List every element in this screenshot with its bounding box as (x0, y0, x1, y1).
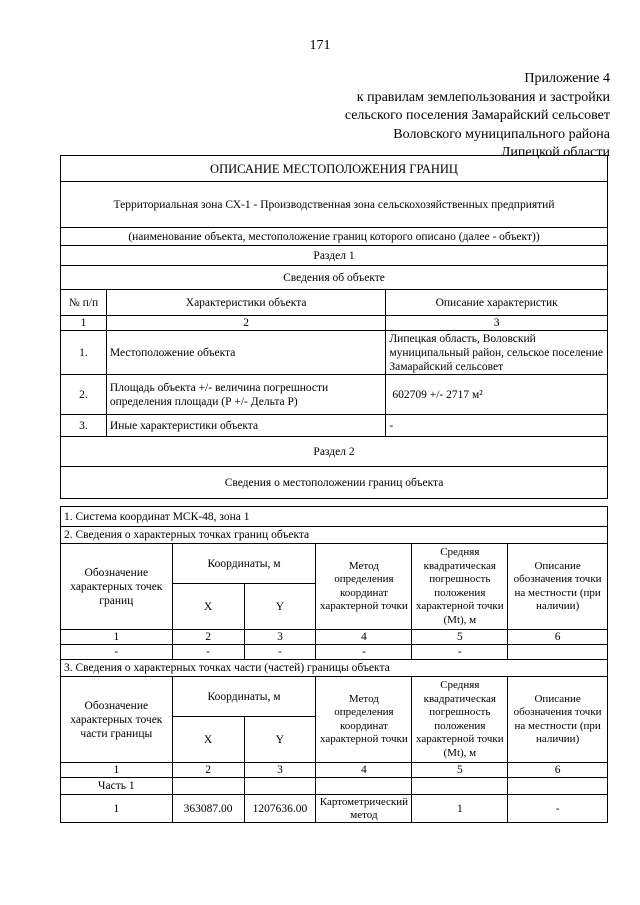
col-number: 5 (412, 630, 508, 645)
header-y: Y (244, 717, 316, 763)
header-x: X (172, 584, 244, 630)
row-characteristic: Площадь объекта +/- величина погрешности определения площади (Р +/- Дельта Р) (106, 375, 385, 415)
header-method: Метод определения координат характерной точки (316, 544, 412, 630)
row-description: Липецкая область, Воловский муниципальный район, сельское поселение Замарайский сельсовет (386, 331, 608, 375)
header-coordinates: Координаты, м (172, 544, 316, 584)
header-designation: Обозначение характерных точек границ (61, 544, 173, 630)
table-row (61, 375, 608, 415)
col-number: 5 (412, 763, 508, 778)
header-y: Y (244, 584, 316, 630)
appendix-line: Липецкой области (500, 145, 610, 160)
zone-name: Территориальная зона СХ-1 - Производственная зона сельскохозяйственных предприятий (61, 182, 608, 228)
cell (508, 645, 608, 660)
header-error: Средняя квадратическая погрешность положения характерной точки (Mt), м (412, 544, 508, 630)
row-num: 2. (61, 375, 107, 415)
cell (244, 778, 316, 795)
appendix-line: сельского поселения Замарайский сельсовет (344, 108, 610, 123)
col-number: 1 (61, 763, 173, 778)
col-number: 2 (172, 630, 244, 645)
table-row (61, 415, 608, 437)
row-characteristic: Иные характеристики объекта (106, 415, 385, 437)
row-description: 602709 +/- 2717 м² (386, 375, 608, 415)
cell: - (244, 645, 316, 660)
document-title: ОПИСАНИЕ МЕСТОПОЛОЖЕНИЯ ГРАНИЦ (61, 156, 608, 182)
col-number: 4 (316, 630, 412, 645)
row-characteristic: Местоположение объекта (106, 331, 385, 375)
cell-y: 1207636.00 (244, 795, 316, 823)
cell (172, 778, 244, 795)
row-description: - (386, 415, 608, 437)
section-1-title: Сведения об объекте (61, 266, 608, 290)
header-characteristic: Характеристики объекта (106, 290, 385, 316)
cell-description: - (508, 795, 608, 823)
cell-x: 363087.00 (172, 795, 244, 823)
cell (412, 778, 508, 795)
section-1-heading: Раздел 1 (61, 246, 608, 266)
cell: 1 (61, 795, 173, 823)
boundary-points-table (60, 506, 608, 823)
appendix-line: Воловского муниципального района (393, 126, 610, 142)
section-2-heading: Раздел 2 (61, 437, 608, 467)
cell-error: 1 (412, 795, 508, 823)
table-row (61, 645, 608, 660)
appendix-line: Приложение 4 (524, 71, 610, 86)
coordinate-system: 1. Система координат МСК-48, зона 1 (61, 507, 608, 527)
header-point-description: Описание обозначения точки на местности (при наличии) (508, 677, 608, 763)
cell: - (316, 645, 412, 660)
header-description: Описание характеристик (386, 290, 608, 316)
col-number: 3 (244, 630, 316, 645)
cell: - (61, 645, 173, 660)
row-num: 1. (61, 331, 107, 375)
parts-section-title: 3. Сведения о характерных точках части (частей) границы объекта (61, 660, 608, 677)
header-num: № п/п (61, 290, 107, 316)
header-x: X (172, 717, 244, 763)
col-number: 3 (244, 763, 316, 778)
col-number: 6 (508, 763, 608, 778)
header-error: Средняя квадратическая погрешность положения характерной точки (Mt), м (412, 677, 508, 763)
table-row (61, 795, 608, 823)
col-number: 3 (386, 316, 608, 331)
col-number: 2 (106, 316, 385, 331)
object-note: (наименование объекта, местоположение границ которого описано (далее - объект)) (61, 228, 608, 246)
section-2-title: Сведения о местоположении границ объекта (61, 467, 608, 499)
part-label: Часть 1 (61, 778, 173, 795)
header-point-description: Описание обозначения точки на местности (при наличии) (508, 544, 608, 630)
cell: - (412, 645, 508, 660)
col-number: 4 (316, 763, 412, 778)
page-number: 171 (309, 38, 331, 53)
cell-method: Картометрический метод (316, 795, 412, 823)
header-designation: Обозначение характерных точек части границы (61, 677, 173, 763)
table-row (61, 331, 608, 375)
points-section-title: 2. Сведения о характерных точках границ объекта (61, 527, 608, 544)
header-method: Метод определения координат характерной точки (316, 677, 412, 763)
appendix-block (190, 70, 610, 163)
col-number: 1 (61, 630, 173, 645)
row-num: 3. (61, 415, 107, 437)
cell (316, 778, 412, 795)
cell: - (172, 645, 244, 660)
cell (508, 778, 608, 795)
appendix-line: к правилам землепользования и застройки (356, 89, 610, 105)
col-number: 2 (172, 763, 244, 778)
col-number: 1 (61, 316, 107, 331)
col-number: 6 (508, 630, 608, 645)
object-info-table (60, 155, 608, 499)
header-coordinates: Координаты, м (172, 677, 316, 717)
